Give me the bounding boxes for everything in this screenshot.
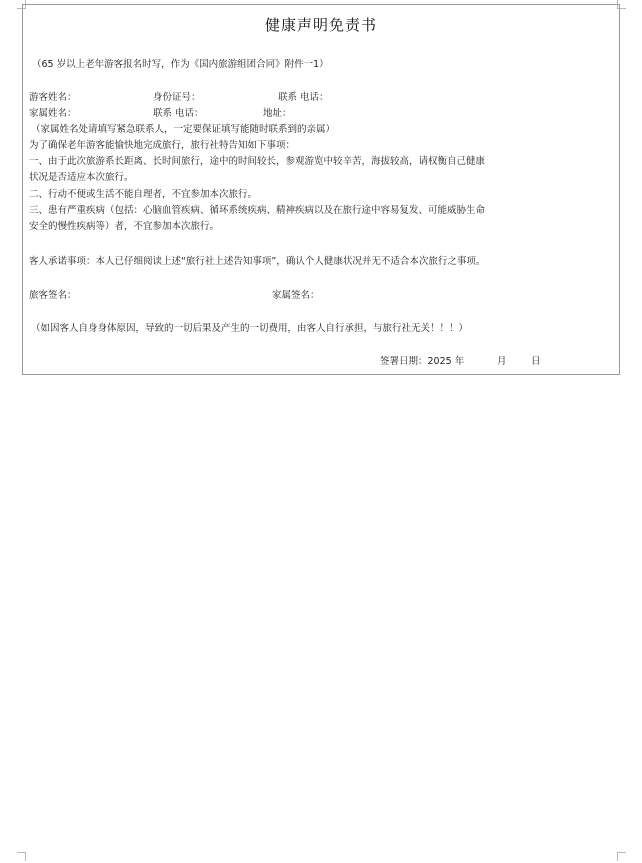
attachment-note: （65 岁以上老年游客报名时写，作为《国内旅游组团合同》附件一1） (32, 59, 329, 70)
tourist-name-label: 游客姓名： (29, 92, 77, 103)
sign-date-label: 签署日期：2025 年 (380, 356, 465, 367)
document-title: 健康声明免责书 (264, 16, 377, 34)
disclaimer-text: （如因客人自身身体原因，导致的一切后果及产生的一切费用，由客人自行承担，与旅行社无关！！！） (31, 323, 469, 334)
commitment-text: 客人承诺事项：本人已仔细阅读上述“旅行社上述告知事项”，确认个人健康状况并无不适合本次旅行之事项。 (29, 256, 486, 267)
family-signature-label: 家属签名： (272, 290, 320, 301)
intro-text: 为了确保老年游客能愉快地完成旅行，旅行社特告知如下事项： (29, 140, 296, 151)
document-text-frame (22, 4, 620, 375)
family-name-label: 家属姓名： (29, 108, 77, 119)
id-number-label: 身份证号： (153, 92, 201, 103)
phone-label-1: 联系 电话： (278, 92, 329, 103)
page-corner-mark-bottom-left (17, 852, 26, 861)
address-label: 地址： (263, 108, 292, 119)
item-3-line-1: 三、患有严重疾病（包括：心脑血管疾病、循环系统疾病、精神疾病以及在旅行途中容易复发、可能威胁生命 (29, 205, 486, 216)
family-contact-note: （家属姓名处请填写紧急联系人，一定要保证填写能随时联系到的亲属） (31, 124, 336, 135)
page-corner-mark-bottom-right (617, 852, 626, 861)
tourist-signature-label: 旅客签名： (29, 290, 77, 301)
item-3-line-2: 安全的慢性疾病等）者，不宜参加本次旅行。 (29, 221, 220, 232)
item-1-line-1: 一、由于此次旅游系长距离、长时间旅行，途中的时间较长，参观游览中较辛苦，海拔较高，请权衡自己健康 (29, 156, 486, 167)
item-2: 二、行动不便或生活不能自理者，不宜参加本次旅行。 (29, 189, 258, 200)
phone-label-2: 联系 电话： (153, 108, 204, 119)
month-label: 月 (497, 356, 507, 367)
day-label: 日 (531, 356, 541, 367)
item-1-line-2: 状况是否适应本次旅行。 (29, 172, 134, 183)
